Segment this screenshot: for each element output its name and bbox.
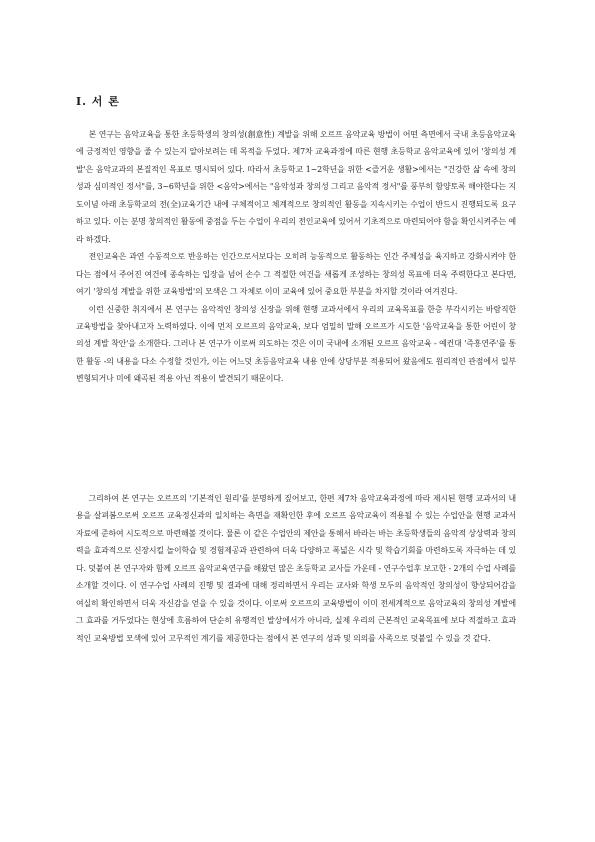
paragraph: 전인교육은 과연 수동적으로 반응하는 인간으로서보다는 오히려 능동적으로 활동하는 인간 주체성을 육지하고 강화시켜야 한다는 점에서 주어진 여건에 종속하는 입장을 넘어 손수 그 적절한 여건을 새롭게 조성하는 창의성 목표에 더욱 주력한다고 본다면, 여기 '창의성 계발을 위한 교육방법'의 모색은 그 자체로 이미 교육에 있어 중요한 부분을 차지할 것이라 여겨진다. <box>76 252 516 297</box>
paragraph: 본 연구는 음악교육을 통한 초등학생의 창의성(創意性) 계발을 위해 오르프 음악교육 방법이 어떤 측면에서 국내 초등음악교육에 긍정적인 영향을 줄 수 있는지 알아보려는 데 목적을 두었다. 제7차 교육과정에 따른 현행 초등학교 음악교육에 있어 '창의성 계발'은 음악교과의 본질적인 목표로 명시되어 있다. 따라서 초등학교 1~2학년을 위한 <즐거운 생활>에서는 "건강한 삶 속에 창의성과 심미적인 정서"를, 3~6학년을 위한 <음악>에서는 "음악성과 창의성 그리고 음악적 정서"를 풍부히 함양토록 해야한다는 지도이념 아래 초등학교의 전(全)교육기간 내에 구체적이고 체계적으로 창의적인 활동을 지속시키는 수업이 반드시 진행되도록 요구하고 있다. 이는 분명 창의적인 활동에 중점을 두는 수업이 우리의 전인교육에 있어서 기초적으로 마련되어야 함을 확인시켜주는 예라 하겠다. <box>76 130 516 244</box>
paragraph: 그리하여 본 연구는 오르프의 '기본적인 원리'를 분명하게 짚어보고, 한편 제7차 음악교육과정에 따라 제시된 현행 교과서의 내용을 살펴봄으로써 오르프 교육정신과의 일치하는 측면을 재확인한 후에 오르프 음악교육이 적용될 수 있는 수업안을 현행 교과서 자료에 준하여 시도적으로 마련해볼 것이다. 물론 이 같은 수업안의 제안을 통해서 바라는 바는 초등학생들의 음악적 상상력과 창의력을 효과적으로 신장시킬 놀이학습 및 경험제공과 관련하여 더욱 다양하고 폭넓은 시각 및 학습기회를 마련하도록 자극하는 데 있다. 덧붙여 본 연구자와 함께 오르프 음악교육연구를 해왔던 많은 초등학교 교사들 가운데 - 연구수업후 보고한 - 2개의 수업 사례를 소개할 것이다. 이 연구수업 사례의 진행 및 결과에 대해 정리하면서 우리는 교사와 학생 모두의 음악적인 창의성이 향상되어감을 여실히 확인하면서 더욱 자신감을 얻을 수 있을 것이다. 이로써 오르프의 교육방법이 이미 전세계적으로 음악교육의 창의성 계발에 그 효과를 거두었다는 현상에 흐름하여 단순히 유행적인 발상에서가 아니라, 실제 우리의 근본적인 교육목표에 보다 적절하고 효과적인 교육방법 모색에 있어 고무적인 계기를 제공한다는 점에서 본 연구의 성과 및 의의를 사족으로 덧붙일 수 있을 것 같다. <box>76 494 516 643</box>
paragraph: 이런 신중한 취지에서 본 연구는 음악적인 창의성 신장을 위해 현행 교과서에서 우리의 교육목표를 한층 부각시키는 바람직한 교육방법을 찾아내고자 노력하였다. 이에 먼저 오르프의 음악교육, 보다 엄밀히 말해 오르프가 시도한 '음악교육을 통한 어린이 창의성 계발 착안'을 소개한다. 그러나 본 연구가 이로써 의도하는 것은 이미 국내에 소개된 오르프 음악교육 - 예컨대 '즉흥연주'를 통한 활동 -의 내용을 다소 수정할 것인가, 이는 어느덧 초등음악교육 내용 안에 상당부분 적용되어 왔음에도 원리적인 관점에서 일부 변형되거나 미에 왜곡된 적용 아닌 적용이 발견되기 때문이다. <box>76 304 516 384</box>
body-block-2 <box>76 490 516 647</box>
section-heading: Ⅰ. 서 론 <box>76 95 120 108</box>
body-block-1 <box>76 126 516 388</box>
